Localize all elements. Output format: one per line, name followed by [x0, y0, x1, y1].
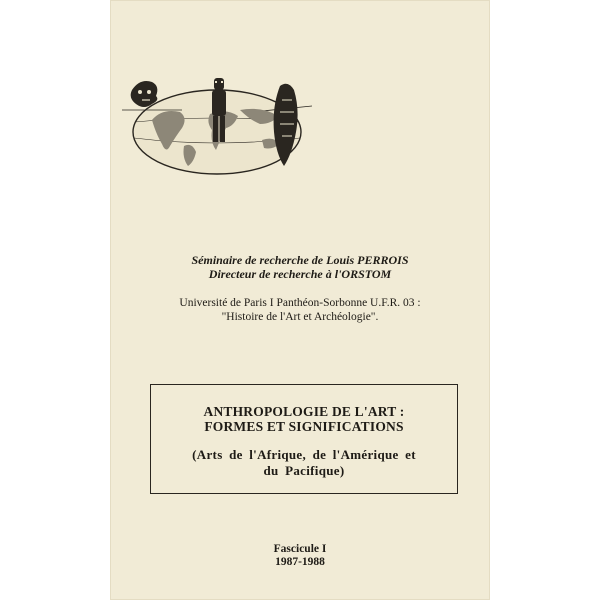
title-box [150, 384, 458, 494]
subtitle [151, 447, 457, 479]
university-line-2: "Histoire de l'Art et Archéologie". [221, 311, 379, 323]
main-title-line-1: ANTHROPOLOGIE DE L'ART : [203, 404, 405, 419]
main-title [151, 404, 457, 434]
seminar-line-1: Séminaire de recherche de Louis PERROIS [191, 253, 409, 267]
world-map-with-art-figures-icon [122, 70, 312, 180]
fascicule-years: 1987-1988 [275, 556, 325, 568]
subtitle-line-1: (Arts de l'Afrique, de l'Amérique et [192, 447, 416, 462]
seminar-heading [110, 253, 490, 281]
book-cover [110, 0, 490, 600]
university-heading [110, 296, 490, 324]
fascicule-info [110, 543, 490, 569]
university-line-1: Université de Paris I Panthéon-Sorbonne U.F.R. 03 : [179, 297, 421, 309]
main-title-line-2: FORMES ET SIGNIFICATIONS [204, 419, 404, 434]
subtitle-line-2: du Pacifique) [263, 463, 345, 478]
fascicule-label: Fascicule I [273, 543, 327, 555]
seminar-line-2: Directeur de recherche à l'ORSTOM [208, 267, 392, 281]
